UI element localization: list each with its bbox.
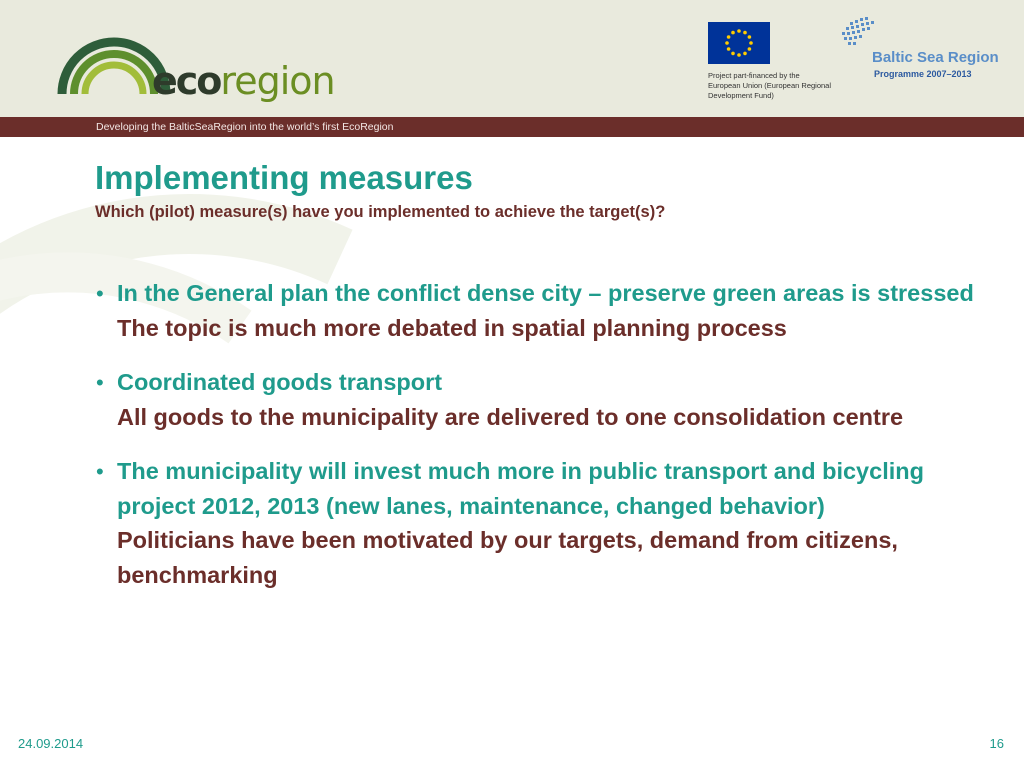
- bullet-list: [96, 276, 996, 612]
- bullet-detail: All goods to the municipality are delivered to one consolidation centre: [117, 403, 904, 430]
- bullet-heading: The municipality will invest much more in public transport and bicycling project 2012, 2013 (new lanes, maintenance, changed behavior): [117, 458, 924, 519]
- bullet-item: [96, 365, 996, 434]
- eu-flag-icon: [708, 22, 770, 64]
- bullet-marker: •: [96, 281, 104, 306]
- page-number: 16: [989, 736, 1004, 751]
- logo-wordmark: [152, 59, 335, 103]
- eu-funding-caption: Project part-financed by the European Union (European Regional Development Fund): [708, 71, 832, 100]
- logo-region: region: [220, 59, 335, 103]
- bullet-item: [96, 276, 996, 345]
- tagline-text: Developing the BalticSeaRegion into the world’s first EcoRegion: [96, 121, 394, 133]
- bullet-item: [96, 454, 996, 592]
- tagline-bar: [0, 117, 1024, 137]
- bullet-detail: The topic is much more debated in spatial planning process: [117, 314, 787, 341]
- bullet-detail: Politicians have been motivated by our targets, demand from citizens, benchmarking: [117, 527, 898, 588]
- slide-title: Implementing measures: [95, 159, 473, 196]
- ecoregion-logo: [52, 24, 335, 108]
- bsr-programme: Programme 2007–2013: [874, 69, 972, 79]
- bullet-marker: •: [96, 370, 104, 395]
- slide-subtitle: Which (pilot) measure(s) have you implemented to achieve the target(s)?: [95, 203, 666, 221]
- footer-date: 24.09.2014: [18, 736, 84, 751]
- bullet-heading: In the General plan the conflict dense city – preserve green areas is stressed: [117, 280, 974, 306]
- bullet-heading: Coordinated goods transport: [117, 369, 443, 395]
- logo-eco: eco: [152, 59, 221, 103]
- header-band: [0, 0, 1024, 117]
- bsr-title: Baltic Sea Region: [872, 49, 999, 66]
- bullet-marker: •: [96, 459, 104, 484]
